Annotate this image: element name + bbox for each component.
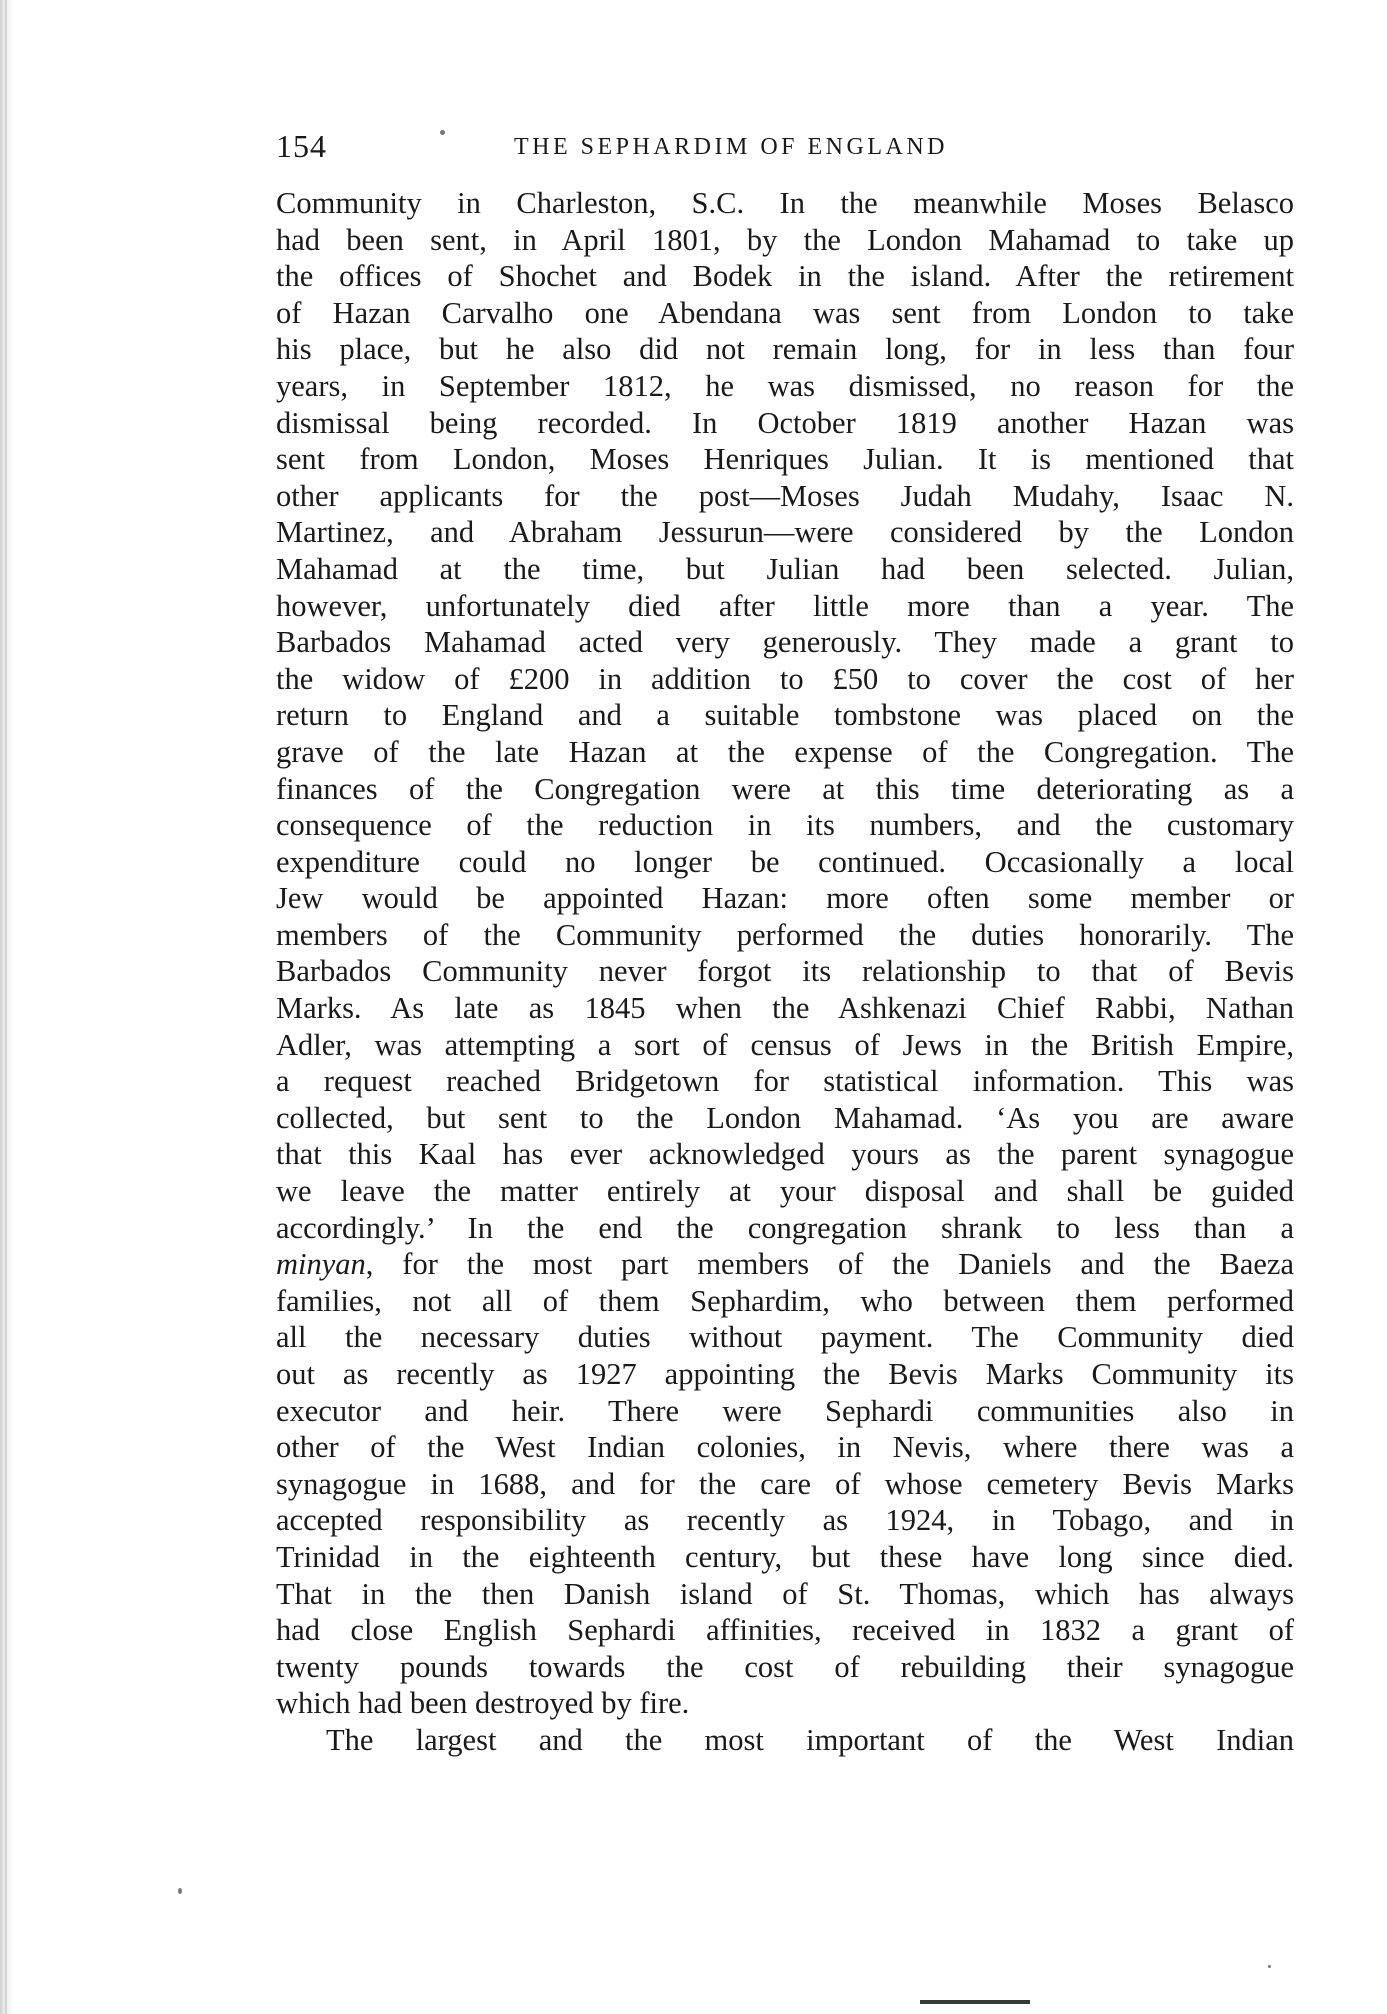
paragraph-end-line: which had been destroyed by fire. bbox=[276, 1686, 690, 1721]
scan-artifact-rule bbox=[920, 2000, 1030, 2004]
text-line: the widow of £200 in addition to £50 to cover the cost of her bbox=[276, 661, 1294, 696]
text-line: Marks. As late as 1845 when the Ashkenazi Chief Rabbi, Nathan bbox=[276, 991, 1294, 1026]
scan-speck bbox=[178, 1888, 182, 1894]
text-line: expenditure could no longer be continued. Occasionally a local bbox=[276, 844, 1294, 879]
text-line: his place, but he also did not remain long, for in less than four bbox=[276, 332, 1294, 367]
text-line: members of the Community performed the duties honorarily. The bbox=[276, 917, 1294, 952]
text-line: had close English Sephardi affinities, received in 1832 a grant of bbox=[276, 1613, 1294, 1648]
running-title: THE SEPHARDIM OF ENGLAND bbox=[514, 134, 949, 160]
text-line: Barbados Mahamad acted very generously. They made a grant to bbox=[276, 625, 1294, 660]
scan-speck bbox=[440, 130, 445, 135]
text-line: That in the then Danish island of St. Thomas, which has always bbox=[276, 1576, 1294, 1611]
text-line: Jew would be appointed Hazan: more often some member or bbox=[276, 881, 1294, 916]
body-text bbox=[276, 185, 1294, 1759]
text-line-with-italic bbox=[276, 1246, 1294, 1283]
text-line: synagogue in 1688, and for the care of whose cemetery Bevis Marks bbox=[276, 1466, 1294, 1501]
text-line: years, in September 1812, he was dismissed, no reason for the bbox=[276, 368, 1294, 403]
text-line: twenty pounds towards the cost of rebuilding their synagogue bbox=[276, 1649, 1294, 1684]
scan-page-edge bbox=[0, 0, 14, 2014]
text-line: a request reached Bridgetown for statistical information. This was bbox=[276, 1064, 1294, 1099]
text-line: we leave the matter entirely at your disposal and shall be guided bbox=[276, 1174, 1294, 1209]
text-line: accordingly.’ In the end the congregation shrank to less than a bbox=[276, 1210, 1294, 1245]
text-line: grave of the late Hazan at the expense of the Congregation. The bbox=[276, 734, 1294, 769]
italic-term: minyan bbox=[276, 1247, 366, 1282]
text-line: Trinidad in the eighteenth century, but these have long since died. bbox=[276, 1539, 1294, 1574]
text-line: all the necessary duties without payment. The Community died bbox=[276, 1320, 1294, 1355]
text-line: return to England and a suitable tombstone was placed on the bbox=[276, 698, 1294, 733]
text-line: other applicants for the post—Moses Judah Mudahy, Isaac N. bbox=[276, 478, 1294, 513]
text-line: of Hazan Carvalho one Abendana was sent from London to take bbox=[276, 295, 1294, 330]
text-line: Martinez, and Abraham Jessurun—were considered by the London bbox=[276, 515, 1294, 550]
text-line: families, not all of them Sephardim, who between them performed bbox=[276, 1283, 1294, 1318]
text-line: however, unfortunately died after little more than a year. The bbox=[276, 588, 1294, 623]
running-header bbox=[276, 128, 1296, 172]
text-line: accepted responsibility as recently as 1924, in Tobago, and in bbox=[276, 1503, 1294, 1538]
text-line: the offices of Shochet and Bodek in the island. After the retirement bbox=[276, 259, 1294, 294]
scan-binding-shadow bbox=[5, 0, 7, 2014]
text-line: finances of the Congregation were at this time deteriorating as a bbox=[276, 771, 1294, 806]
text-line: executor and heir. There were Sephardi communities also in bbox=[276, 1393, 1294, 1428]
text-line: had been sent, in April 1801, by the London Mahamad to take up bbox=[276, 222, 1294, 257]
text-line: Adler, was attempting a sort of census of Jews in the British Empire, bbox=[276, 1027, 1294, 1062]
paragraph-start-line: The largest and the most important of the West Indian bbox=[326, 1722, 1294, 1757]
page-number: 154 bbox=[276, 128, 327, 164]
text-line: sent from London, Moses Henriques Julian. It is mentioned that bbox=[276, 442, 1294, 477]
text-line: Community in Charleston, S.C. In the meanwhile Moses Belasco bbox=[276, 186, 1294, 220]
text-line: Barbados Community never forgot its relationship to that of Bevis bbox=[276, 954, 1294, 989]
text-line: dismissal being recorded. In October 1819 another Hazan was bbox=[276, 405, 1294, 440]
text-line: collected, but sent to the London Mahamad. ‘As you are aware bbox=[276, 1100, 1294, 1135]
text-line: out as recently as 1927 appointing the Bevis Marks Community its bbox=[276, 1357, 1294, 1391]
text-line: Mahamad at the time, but Julian had been selected. Julian, bbox=[276, 551, 1294, 586]
scan-speck bbox=[1268, 1965, 1271, 1968]
text-line: that this Kaal has ever acknowledged yours as the parent synagogue bbox=[276, 1137, 1294, 1172]
text-line: consequence of the reduction in its numbers, and the customary bbox=[276, 808, 1294, 843]
line-continuation: , for the most part members of the Daniels and the Baeza bbox=[365, 1247, 1294, 1282]
text-line: other of the West Indian colonies, in Nevis, where there was a bbox=[276, 1430, 1294, 1465]
